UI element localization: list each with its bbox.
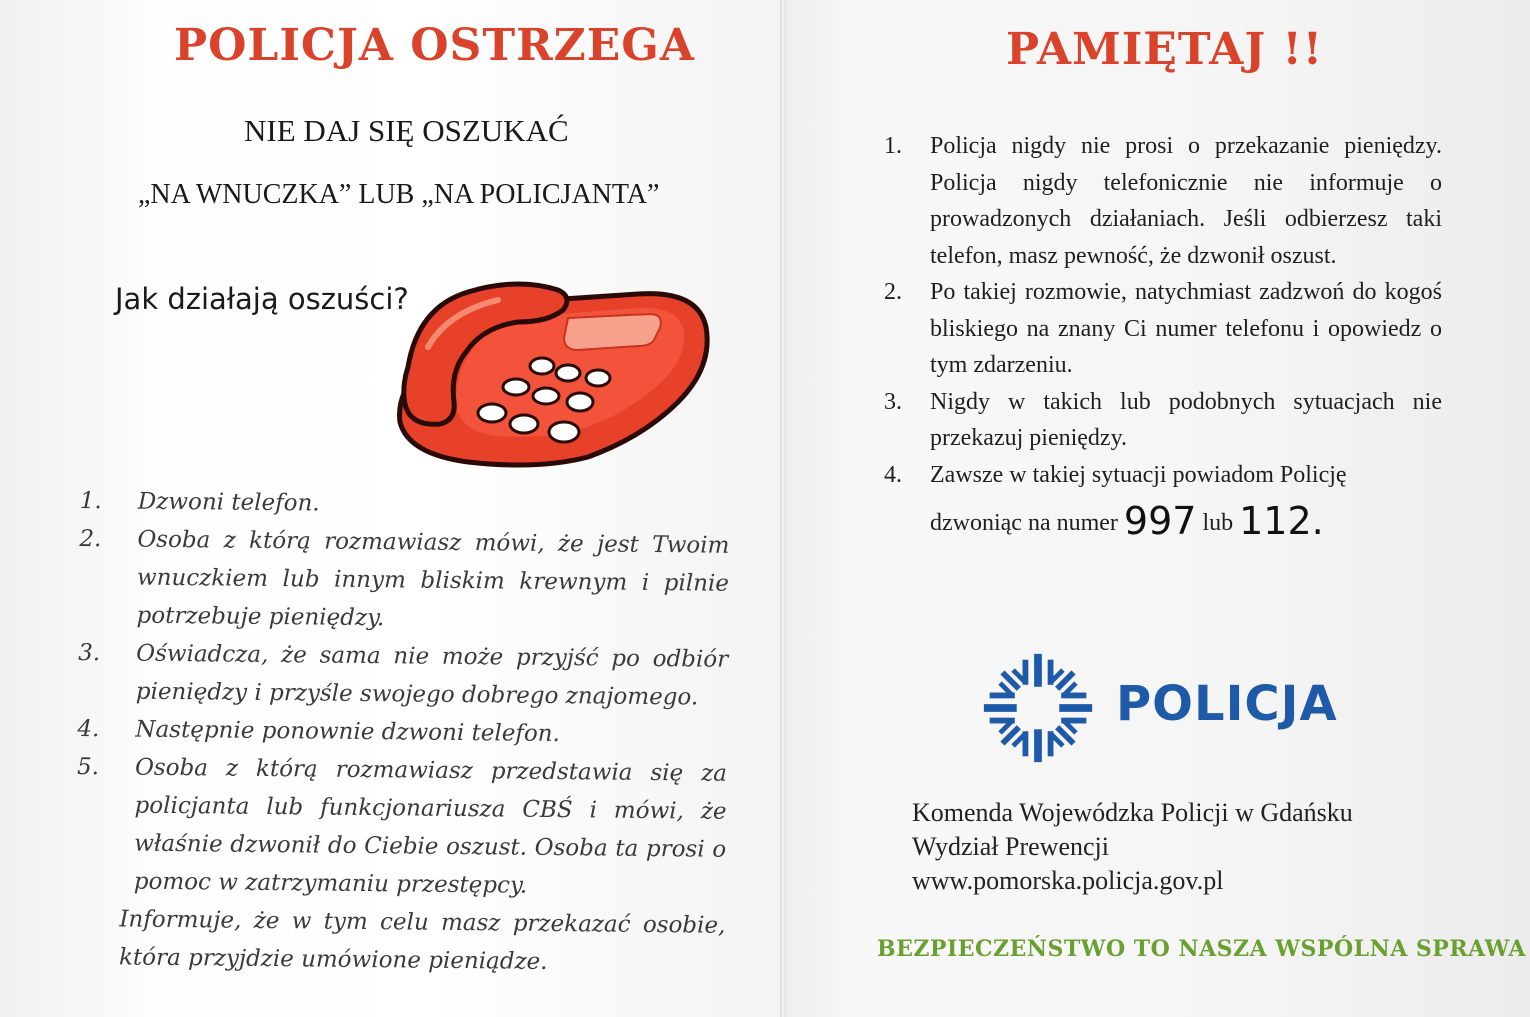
list-text: Policja nigdy nie prosi o przekazanie pieniędzy. Policja nigdy telefonicznie nie informuje o prowadzonych działaniach. Jeśli odbierzesz taki telefon, masz pewność, że dzwonił oszust. (930, 133, 1442, 269)
list-number: 2. (884, 279, 902, 305)
right-title: PAMIĘTAJ !! (1006, 24, 1324, 75)
list-item (884, 128, 1442, 274)
address-block (912, 796, 1353, 898)
address-line-hq: Komenda Wojewódzka Policji w Gdańsku (912, 798, 1353, 827)
fraud-steps-list (75, 482, 730, 983)
police-logo-text: POLICJA (1116, 676, 1338, 732)
list-text: Dzwoni telefon. (137, 488, 320, 517)
emergency-numbers-line (884, 499, 1442, 543)
list-text: Zawsze w takiej sytuacji powiadom Policję (930, 461, 1347, 488)
list-number: 3. (78, 639, 101, 667)
list-item (76, 748, 728, 907)
slogan: BEZPIECZEŃSTWO TO NASZA WSPÓLNA SPRAWA (877, 936, 1526, 962)
red-telephone-icon (388, 272, 718, 472)
list-number: 5. (76, 753, 100, 781)
left-subtitle-2: „NA WNUCZKA” LUB „NA POLICJANTA” (138, 179, 660, 210)
left-subtitle-1: NIE DAJ SIĘ OSZUKAĆ (244, 113, 569, 148)
list-text: Następnie ponownie dzwoni telefon. (135, 716, 561, 748)
emergency-number-997: 997 (1123, 499, 1197, 543)
list-item (884, 384, 1442, 457)
call-prefix: dzwoniąc na numer (930, 510, 1118, 536)
list-number: 4. (77, 715, 100, 743)
list-text: Osoba z którą rozmawiasz przedstawia się za policjanta lub funkcjonariusza CBŚ i mówi, że właśnie dzwonił do Ciebie oszust. Osoba ta prosi o pomoc w zatrzymaniu przestępcy. (133, 754, 728, 899)
list-text: Nigdy w takich lub podobnych sytuacjach nie przekazuj pieniędzy. (930, 388, 1442, 451)
address-line-website: www.pomorska.policja.gov.pl (912, 866, 1224, 895)
rules-list (884, 128, 1442, 542)
list-item (884, 274, 1442, 384)
list-text: Oświadcza, że sama nie może przyjść po odbiór pieniędzy i przyśle swojego dobrego znajomego. (135, 640, 729, 711)
emergency-number-112: 112. (1239, 499, 1324, 543)
police-star-logo (980, 650, 1096, 766)
list-number: 1. (884, 133, 902, 159)
list-text: Osoba z którą rozmawiasz mówi, że jest Twoim wnuczkiem lub innym bliskim krewnym i pilnie potrzebuje pieniędzy. (136, 526, 730, 632)
list-number: 3. (884, 388, 902, 415)
list-text: Po takiej rozmowie, natychmiast zadzwoń do kogoś bliskiego na znany Ci numer telefonu i opowiedz o tym zdarzeniu. (930, 279, 1442, 378)
address-line-department: Wydział Prewencji (912, 832, 1109, 861)
call-or: lub (1202, 510, 1234, 536)
list-number: 4. (884, 461, 902, 488)
list-number: 1. (79, 487, 102, 515)
left-title: POLICJA OSTRZEGA (174, 20, 696, 71)
list-item (78, 634, 729, 717)
list-number: 2. (79, 525, 102, 553)
list-item (78, 520, 729, 641)
list-item (884, 457, 1442, 494)
question-heading: Jak działają oszuści? (115, 282, 409, 316)
steps-extra-text: Informuje, że w tym celu masz przekazać osobie, która przyjdzie umówione pieniądze. (118, 906, 726, 975)
